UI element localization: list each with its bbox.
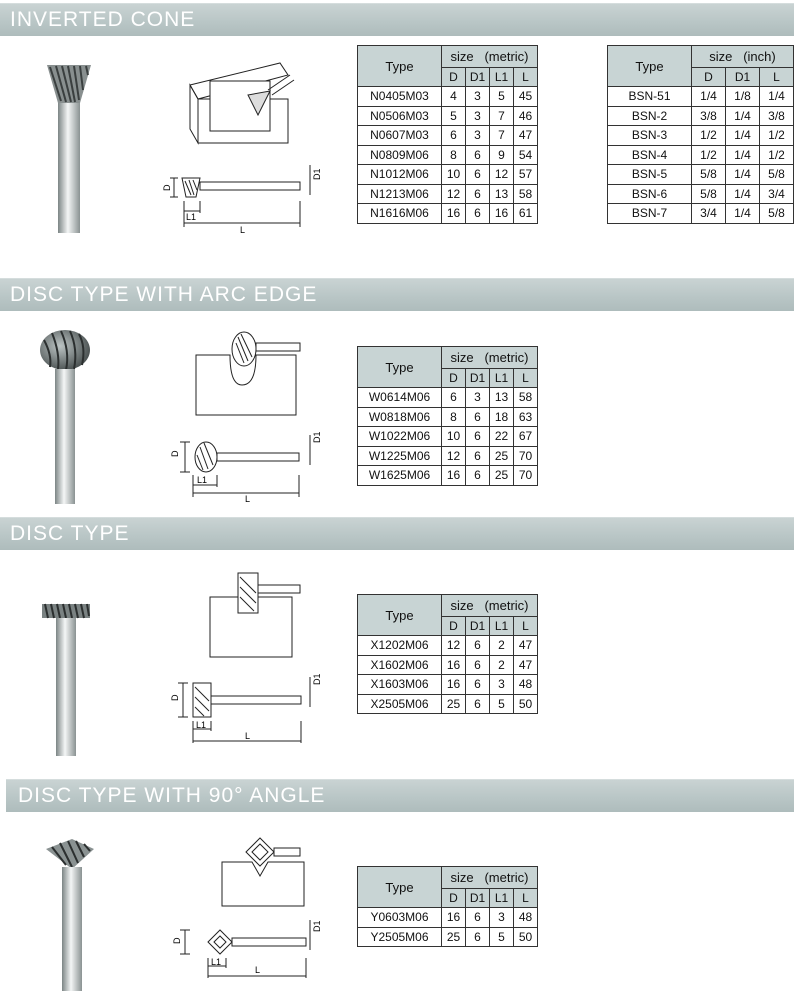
table-row bbox=[358, 126, 538, 146]
value-cell: 25 bbox=[490, 446, 514, 466]
value-cell: 6 bbox=[466, 446, 490, 466]
value-cell: 45 bbox=[514, 87, 538, 107]
type-cell: W1225M06 bbox=[358, 446, 442, 466]
column-header: L1 bbox=[490, 889, 514, 908]
value-cell: 5 bbox=[490, 694, 514, 714]
value-cell: 5/8 bbox=[692, 165, 726, 185]
value-cell: 47 bbox=[514, 636, 538, 656]
section-banner-disc-arc-edge bbox=[0, 278, 794, 311]
value-cell: 3 bbox=[490, 908, 514, 928]
table-row bbox=[358, 427, 538, 447]
value-cell: 47 bbox=[514, 126, 538, 146]
value-cell: 67 bbox=[514, 427, 538, 447]
inverted-cone-metric-table bbox=[357, 45, 538, 224]
value-cell: 5/8 bbox=[692, 184, 726, 204]
value-cell: 1/4 bbox=[726, 204, 760, 224]
section-banner-inverted-cone bbox=[0, 3, 794, 36]
type-cell: N1213M06 bbox=[358, 184, 442, 204]
type-cell: BSN-2 bbox=[608, 106, 692, 126]
disc-arc-edge-metric-table bbox=[357, 346, 538, 486]
table-row bbox=[608, 204, 794, 224]
column-header: L1 bbox=[490, 617, 514, 636]
type-cell: N0607M03 bbox=[358, 126, 442, 146]
column-header: L1 bbox=[490, 369, 514, 388]
type-cell: BSN-6 bbox=[608, 184, 692, 204]
column-header: D bbox=[442, 617, 466, 636]
value-cell: 6 bbox=[466, 694, 490, 714]
type-cell: BSN-51 bbox=[608, 87, 692, 107]
table-row bbox=[358, 466, 538, 486]
value-cell: 1/4 bbox=[726, 184, 760, 204]
table-header-size: size (metric) bbox=[442, 867, 538, 889]
type-cell: W0818M06 bbox=[358, 407, 442, 427]
dim-label-l: L bbox=[255, 965, 261, 975]
value-cell: 1/4 bbox=[726, 145, 760, 165]
value-cell: 9 bbox=[490, 145, 514, 165]
table-row bbox=[358, 636, 538, 656]
table-header-size: size (metric) bbox=[442, 595, 538, 617]
column-header: D bbox=[442, 68, 466, 87]
type-cell: Y0603M06 bbox=[358, 908, 442, 928]
value-cell: 16 bbox=[490, 204, 514, 224]
table-row bbox=[358, 675, 538, 695]
table-header-type: Type bbox=[608, 46, 692, 87]
table-row bbox=[358, 446, 538, 466]
value-cell: 1/4 bbox=[726, 106, 760, 126]
type-cell: N0809M06 bbox=[358, 145, 442, 165]
value-cell: 6 bbox=[466, 145, 490, 165]
column-header: L bbox=[514, 617, 538, 636]
disc-type-metric-table bbox=[357, 594, 538, 714]
dim-label-l1: L1 bbox=[197, 475, 208, 485]
column-header: L bbox=[514, 369, 538, 388]
value-cell: 16 bbox=[442, 204, 466, 224]
type-cell: Y2505M06 bbox=[358, 927, 442, 947]
value-cell: 5 bbox=[442, 106, 466, 126]
value-cell: 8 bbox=[442, 407, 466, 427]
value-cell: 2 bbox=[490, 636, 514, 656]
disc-90-angle-metric-table bbox=[357, 866, 538, 947]
section-banner-disc-type bbox=[0, 517, 794, 550]
disc-type-dimension-drawing bbox=[160, 565, 330, 750]
type-cell: N1616M06 bbox=[358, 204, 442, 224]
disc-arc-edge-burr-photo bbox=[30, 325, 110, 510]
table-row bbox=[358, 87, 538, 107]
value-cell: 48 bbox=[514, 908, 538, 928]
value-cell: 16 bbox=[442, 908, 466, 928]
dim-label-d1: D1 bbox=[312, 673, 322, 685]
value-cell: 3/8 bbox=[692, 106, 726, 126]
value-cell: 6 bbox=[466, 675, 490, 695]
value-cell: 58 bbox=[514, 388, 538, 408]
disc-90-angle-dimension-drawing bbox=[160, 830, 330, 988]
dim-label-l: L bbox=[245, 731, 251, 741]
table-row bbox=[358, 145, 538, 165]
value-cell: 50 bbox=[514, 694, 538, 714]
type-cell: W1625M06 bbox=[358, 466, 442, 486]
value-cell: 63 bbox=[514, 407, 538, 427]
value-cell: 70 bbox=[514, 446, 538, 466]
value-cell: 12 bbox=[442, 446, 466, 466]
disc-type-burr-photo bbox=[30, 590, 110, 760]
dim-label-d1: D1 bbox=[312, 168, 322, 180]
value-cell: 1/2 bbox=[760, 126, 794, 146]
value-cell: 6 bbox=[466, 636, 490, 656]
table-row bbox=[608, 126, 794, 146]
table-row bbox=[358, 204, 538, 224]
value-cell: 8 bbox=[442, 145, 466, 165]
value-cell: 50 bbox=[514, 927, 538, 947]
table-row bbox=[358, 407, 538, 427]
column-header: D bbox=[692, 68, 726, 87]
column-header: L bbox=[514, 889, 538, 908]
value-cell: 3/8 bbox=[760, 106, 794, 126]
value-cell: 12 bbox=[442, 636, 466, 656]
value-cell: 13 bbox=[490, 184, 514, 204]
value-cell: 6 bbox=[466, 655, 490, 675]
value-cell: 5/8 bbox=[760, 165, 794, 185]
value-cell: 3 bbox=[466, 87, 490, 107]
value-cell: 3 bbox=[466, 106, 490, 126]
value-cell: 2 bbox=[490, 655, 514, 675]
dim-label-l1: L1 bbox=[186, 212, 197, 222]
value-cell: 4 bbox=[442, 87, 466, 107]
table-header-size: size (metric) bbox=[442, 347, 538, 369]
type-cell: BSN-4 bbox=[608, 145, 692, 165]
dim-label-d: D bbox=[162, 184, 172, 191]
value-cell: 25 bbox=[490, 466, 514, 486]
value-cell: 10 bbox=[442, 165, 466, 185]
dim-label-d: D bbox=[170, 694, 180, 701]
value-cell: 22 bbox=[490, 427, 514, 447]
type-cell: BSN-3 bbox=[608, 126, 692, 146]
dim-label-l1: L1 bbox=[211, 957, 222, 967]
table-header-type: Type bbox=[358, 46, 442, 87]
table-row bbox=[608, 106, 794, 126]
section-title: DISC TYPE WITH 90° ANGLE bbox=[18, 784, 326, 807]
value-cell: 1/2 bbox=[692, 126, 726, 146]
type-cell: BSN-7 bbox=[608, 204, 692, 224]
table-row bbox=[358, 106, 538, 126]
value-cell: 16 bbox=[442, 466, 466, 486]
table-row bbox=[608, 87, 794, 107]
value-cell: 1/2 bbox=[692, 145, 726, 165]
inverted-cone-dimension-drawing bbox=[160, 55, 330, 240]
value-cell: 3 bbox=[466, 388, 490, 408]
value-cell: 48 bbox=[514, 675, 538, 695]
type-cell: X1603M06 bbox=[358, 675, 442, 695]
value-cell: 1/4 bbox=[692, 87, 726, 107]
value-cell: 7 bbox=[490, 106, 514, 126]
column-header: D1 bbox=[726, 68, 760, 87]
disc-arc-edge-dimension-drawing bbox=[160, 325, 330, 510]
column-header: D1 bbox=[466, 369, 490, 388]
dim-label-d1: D1 bbox=[312, 431, 322, 443]
inverted-cone-burr-photo bbox=[30, 55, 110, 240]
value-cell: 1/8 bbox=[726, 87, 760, 107]
column-header: L1 bbox=[490, 68, 514, 87]
table-row bbox=[608, 145, 794, 165]
table-row bbox=[608, 165, 794, 185]
column-header: D1 bbox=[466, 617, 490, 636]
value-cell: 1/4 bbox=[726, 165, 760, 185]
value-cell: 1/4 bbox=[726, 126, 760, 146]
table-header-type: Type bbox=[358, 347, 442, 388]
value-cell: 58 bbox=[514, 184, 538, 204]
value-cell: 12 bbox=[490, 165, 514, 185]
value-cell: 18 bbox=[490, 407, 514, 427]
type-cell: X2505M06 bbox=[358, 694, 442, 714]
type-cell: W0614M06 bbox=[358, 388, 442, 408]
table-row bbox=[608, 184, 794, 204]
section-title: DISC TYPE bbox=[10, 522, 130, 545]
table-row bbox=[358, 184, 538, 204]
table-row bbox=[358, 655, 538, 675]
disc-90-angle-burr-photo bbox=[30, 835, 110, 991]
type-cell: W1022M06 bbox=[358, 427, 442, 447]
value-cell: 13 bbox=[490, 388, 514, 408]
dim-label-l1: L1 bbox=[196, 720, 207, 730]
section-title: DISC TYPE WITH ARC EDGE bbox=[10, 283, 318, 306]
type-cell: N0405M03 bbox=[358, 87, 442, 107]
inverted-cone-inch-table bbox=[607, 45, 794, 224]
type-cell: X1602M06 bbox=[358, 655, 442, 675]
table-row bbox=[358, 927, 538, 947]
column-header: L bbox=[514, 68, 538, 87]
column-header: L bbox=[760, 68, 794, 87]
value-cell: 6 bbox=[466, 165, 490, 185]
value-cell: 16 bbox=[442, 655, 466, 675]
value-cell: 6 bbox=[466, 184, 490, 204]
value-cell: 3 bbox=[490, 675, 514, 695]
table-row bbox=[358, 694, 538, 714]
value-cell: 3/4 bbox=[760, 184, 794, 204]
table-row bbox=[358, 165, 538, 185]
section-title: INVERTED CONE bbox=[10, 8, 196, 31]
value-cell: 61 bbox=[514, 204, 538, 224]
column-header: D bbox=[442, 889, 466, 908]
value-cell: 1/2 bbox=[760, 145, 794, 165]
type-cell: N1012M06 bbox=[358, 165, 442, 185]
value-cell: 70 bbox=[514, 466, 538, 486]
dim-label-l: L bbox=[240, 225, 246, 235]
type-cell: BSN-5 bbox=[608, 165, 692, 185]
value-cell: 7 bbox=[490, 126, 514, 146]
value-cell: 6 bbox=[466, 407, 490, 427]
type-cell: X1202M06 bbox=[358, 636, 442, 656]
value-cell: 5 bbox=[490, 927, 514, 947]
value-cell: 3 bbox=[466, 126, 490, 146]
value-cell: 6 bbox=[466, 427, 490, 447]
value-cell: 5 bbox=[490, 87, 514, 107]
value-cell: 6 bbox=[442, 388, 466, 408]
type-cell: N0506M03 bbox=[358, 106, 442, 126]
value-cell: 6 bbox=[466, 927, 490, 947]
table-row bbox=[358, 388, 538, 408]
value-cell: 25 bbox=[442, 927, 466, 947]
dim-label-d: D bbox=[170, 450, 180, 457]
value-cell: 6 bbox=[442, 126, 466, 146]
value-cell: 16 bbox=[442, 675, 466, 695]
value-cell: 12 bbox=[442, 184, 466, 204]
column-header: D1 bbox=[466, 889, 490, 908]
value-cell: 6 bbox=[466, 204, 490, 224]
column-header: D bbox=[442, 369, 466, 388]
table-header-size: size (inch) bbox=[692, 46, 794, 68]
value-cell: 6 bbox=[466, 908, 490, 928]
table-header-size: size (metric) bbox=[442, 46, 538, 68]
value-cell: 6 bbox=[466, 466, 490, 486]
value-cell: 10 bbox=[442, 427, 466, 447]
dim-label-l: L bbox=[245, 494, 251, 504]
section-banner-disc-90-angle bbox=[6, 779, 794, 812]
table-header-type: Type bbox=[358, 867, 442, 908]
table-row bbox=[358, 908, 538, 928]
value-cell: 25 bbox=[442, 694, 466, 714]
value-cell: 47 bbox=[514, 655, 538, 675]
table-header-type: Type bbox=[358, 595, 442, 636]
column-header: D1 bbox=[466, 68, 490, 87]
value-cell: 5/8 bbox=[760, 204, 794, 224]
value-cell: 46 bbox=[514, 106, 538, 126]
value-cell: 57 bbox=[514, 165, 538, 185]
dim-label-d1: D1 bbox=[312, 920, 322, 932]
value-cell: 54 bbox=[514, 145, 538, 165]
value-cell: 3/4 bbox=[692, 204, 726, 224]
dim-label-d: D bbox=[172, 937, 182, 944]
value-cell: 1/4 bbox=[760, 87, 794, 107]
